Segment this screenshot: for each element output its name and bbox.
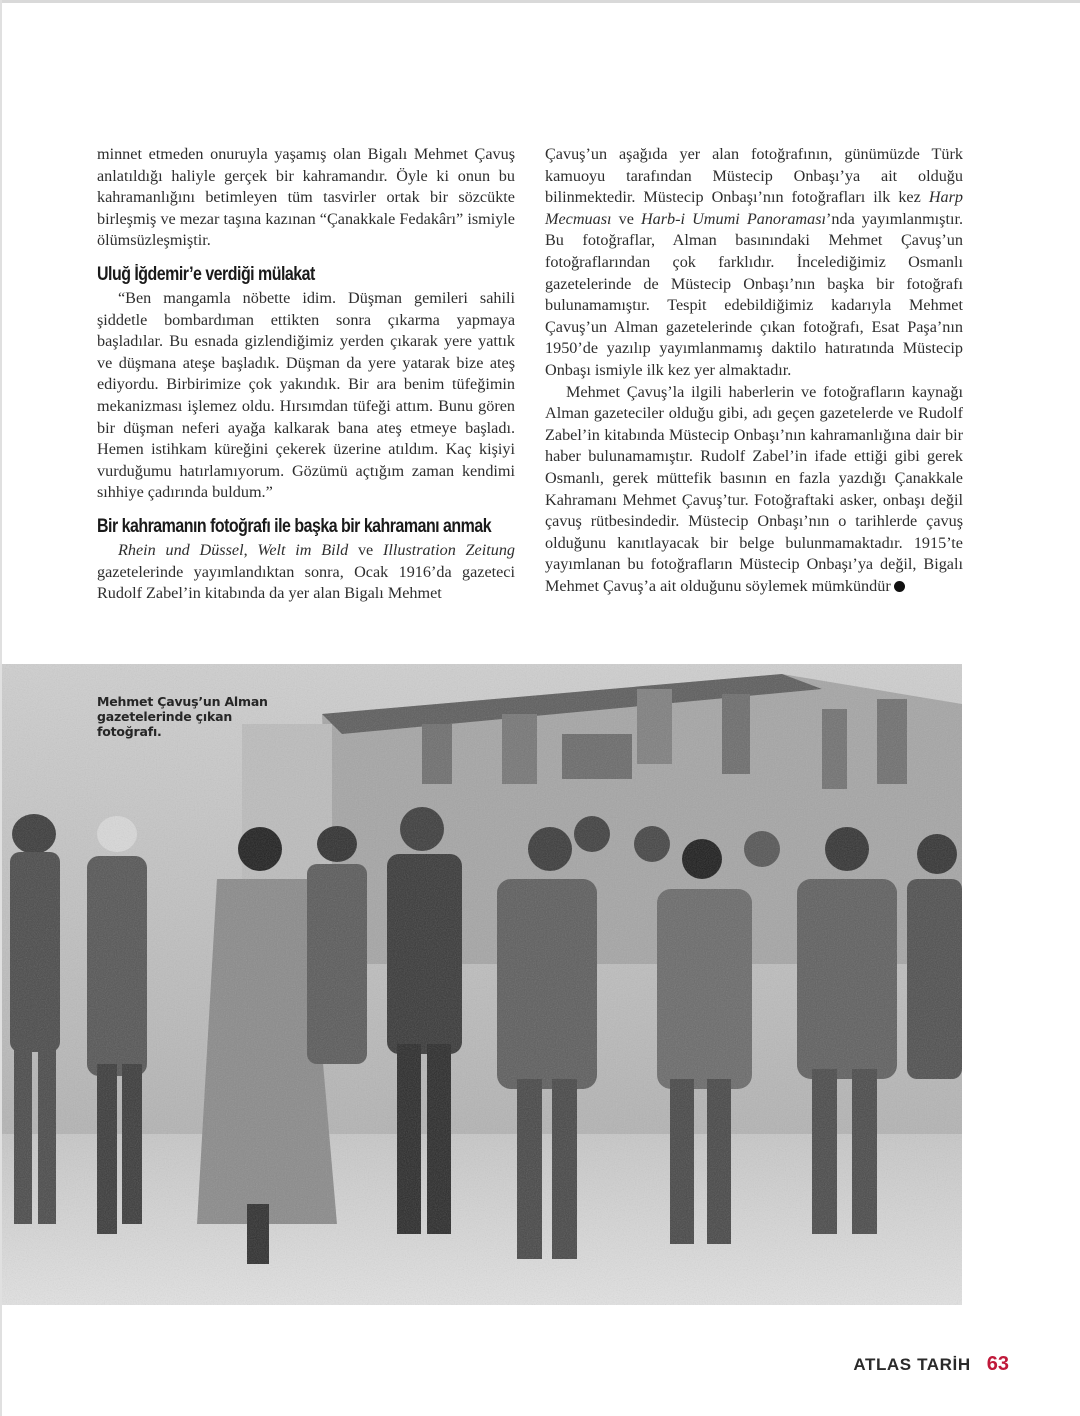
- right-text-column: [545, 144, 963, 597]
- publication-name: Harb-i Umumi Panoraması: [640, 209, 826, 228]
- text-run: ’nda yayımlanmıştır. Bu fotoğraflar, Alman basınındaki Mehmet Çavuş’un fotoğraflarından çok farklıdır. İncelediğimiz Osmanlı gazetelerinde de Müstecip Onbaşı’nın başka bir fotoğrafı bulunamamıştır. Tespit edebildiğimiz kadarıyla Mehmet Çavuş’un Alman gazetelerinde çıkan fotoğrafı, Esat Paşa’nın 1950’de yazılıp yayımlanmamış daktilo hatıratında Müstecip Onbaşı ismiyle ilk kez yer almaktadır.: [545, 209, 964, 379]
- section-heading-interview: Uluğ İğdemir’e verdiği mülakat: [97, 263, 315, 285]
- newspaper-name: Welt im Bild: [257, 540, 349, 559]
- text-run: Çavuş’un aşağıda yer alan fotoğrafının, günümüzde Türk kamuoyu tarafından Müstecip Onbaşı’ya ait olduğu bilinmektedir. Müstecip Onbaşı’nın fotoğrafları ilk kez: [545, 145, 963, 207]
- left-text-column: [97, 144, 515, 605]
- text-run: gazetelerinde yayımlandıktan sonra, Ocak 1916’da gazeteci Rudolf Zabel’in kitabında da yer alan Bigalı Mehmet: [97, 562, 515, 603]
- text-run: ve: [348, 540, 383, 559]
- section-heading-photo: Bir kahramanın fotoğrafı ile başka bir kahramanı anmak: [97, 515, 492, 537]
- photo-illustration: [2, 664, 962, 1305]
- newspaper-name: Rhein und Düssel: [118, 540, 244, 559]
- text-run: ve: [611, 209, 641, 228]
- continuation-paragraph: [545, 144, 963, 382]
- end-of-article-mark-icon: [894, 581, 905, 592]
- conclusion-paragraph: [545, 382, 963, 598]
- text-run: ,: [243, 540, 258, 559]
- publication-name: Harp Mecmuası: [545, 188, 963, 228]
- photo-caption: Mehmet Çavuş’un Alman gazetelerinde çıkan fotoğrafı.: [97, 694, 268, 739]
- page-footer: [853, 1353, 1009, 1376]
- page-number: 63: [986, 1353, 1009, 1375]
- historical-photo: [2, 664, 962, 1305]
- newspaper-name: Illustration Zeitung: [382, 540, 516, 559]
- page-top-border: [0, 0, 1080, 3]
- photo-grain: [2, 664, 962, 1305]
- interview-quote-paragraph: “Ben mangamla nöbette idim. Düşman gemileri sahili şiddetle bombardıman ettikten sonra çıkarma yapmaya başladılar. Bu esnada gizlendiğimiz yerden çıkarak yere yattık ve düşmana ateşe başladık. Düşman da yere yatarak bize ateş ediyordu. Birbirimize çok yakındık. Bir ara benim tüfeğimin mekanizması işlemez oldu. Hırsımdan tüfeği attım. Bunu gören bir düşman neferi ayağa kalkarak bana ateş etmeye başladı. Hemen istihkam küreğini çekerek üzerine atıldım. Kaç kişiyi vurduğumu hatırlamıyorum. Gözümü açtığım zaman kendimi sıhhiye çadırında buldum.”: [97, 288, 515, 502]
- intro-paragraph: minnet etmeden onuruyla yaşamış olan Bigalı Mehmet Çavuş anlatıldığı haliyle gerçek bir kahramandır. Öyle ki onun bu kahramanlığını betimleyen tüm tasvirler ortak bir sözcükte birleşmiş ve mezar taşına kazınan “Çanakkale Fedakârı” ismiyle ölümsüzleşmiştir.: [97, 145, 515, 250]
- photo-section-paragraph: [97, 540, 515, 605]
- text-run: Mehmet Çavuş’la ilgili haberlerin ve fotoğrafların kaynağı Alman gazeteciler olduğu gibi, adı geçen gazetelerde ve Rudolf Zabel’in kitabında Müstecip Onbaşı’nın kahramanlığına dair bir haber bulunamamıştır. Rudolf Zabel’in ifade ettiği gibi gerek Osmanlı, gerek müttefik basının en fazla yazdığı Çanakkale Kahramanı Mehmet Çavuş’tur. Fotoğraftaki asker, onbaşı değil çavuş rütbesindedir. Müstecip Onbaşı’nın o tarihlerde çavuş olduğunu kanıtlayacak bir belge bulunmamaktadır. 1915’te yayımlanan bu fotoğrafların Müstecip Onbaşı’ya değil, Bigalı Mehmet Çavuş’a ait olduğunu söylemek mümkündür: [545, 382, 963, 595]
- magazine-name: ATLAS TARİH: [853, 1355, 971, 1374]
